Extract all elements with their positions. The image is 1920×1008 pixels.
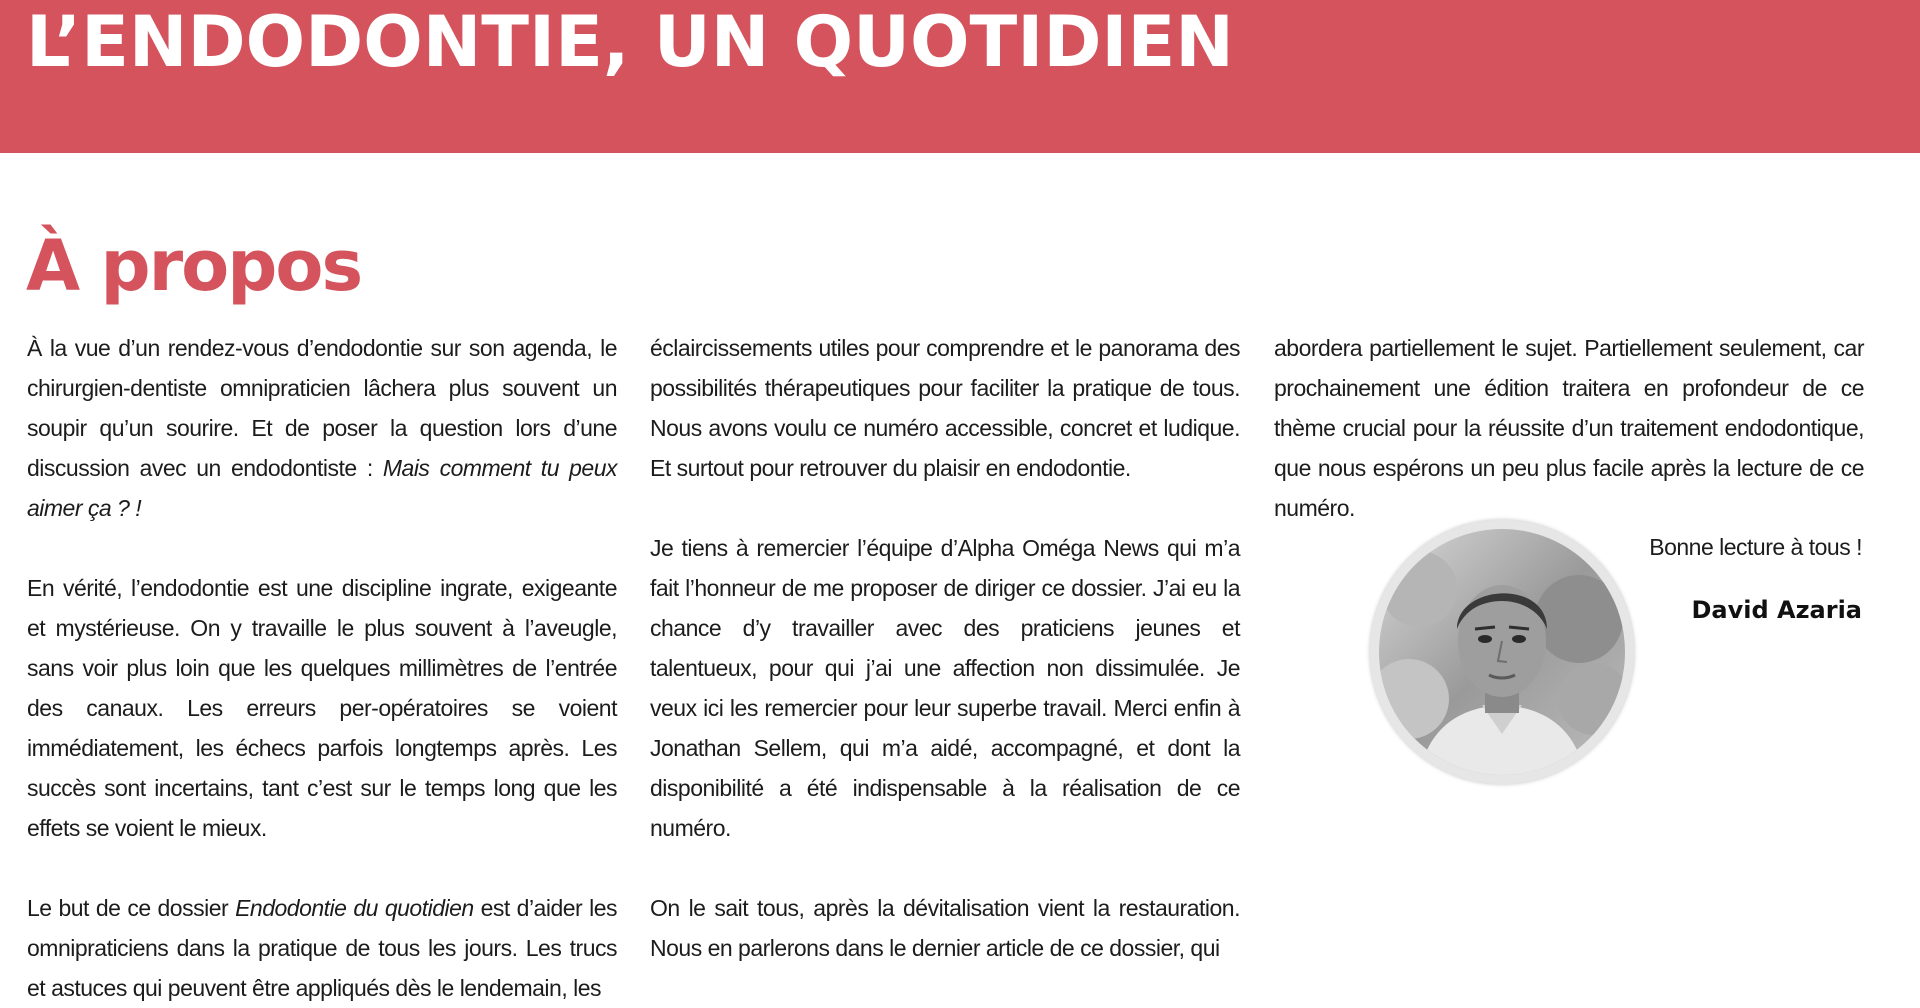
author-portrait [1370, 520, 1634, 784]
paragraph [27, 328, 617, 528]
paragraph-text: est d’aider les omnipraticiens dans la pratique de tous les jours. Les trucs et astuces qui peuvent être appliqués dès le lendemain, les [27, 895, 617, 1001]
closing-line: Bonne lecture à tous ! [1649, 534, 1862, 560]
header-banner [0, 0, 1920, 153]
author-signature: David Azaria [1691, 596, 1862, 624]
paragraph: abordera partiellement le sujet. Partiellement seulement, car prochainement une édition traitera en profondeur de ce thème crucial pour la réussite d’un traitement endodontique, que nous espérons un peu plus facile après la lecture de ce numéro. [1274, 335, 1864, 521]
paragraph: On le sait tous, après la dévitalisation vient la restauration. Nous en parlerons dans le dernier article de ce dossier, qui [650, 895, 1240, 961]
author-photo-icon [1379, 529, 1625, 775]
text-column-1 [27, 328, 617, 1008]
text-column-3 [1274, 328, 1864, 528]
page-title: L’ENDODONTIE, UN QUOTIDIEN [26, 1, 1234, 83]
paragraph: éclaircissements utiles pour comprendre et le panorama des possibilités thérapeutiques pour faciliter la pratique de tous. Nous avons voulu ce numéro accessible, concret et ludique. Et surtout pour retrouver du plaisir en endodontie. [650, 335, 1240, 481]
dossier-title-text: Endodontie du quotidien [235, 895, 474, 921]
paragraph-text: Le but de ce dossier [27, 895, 236, 921]
paragraph [27, 888, 617, 1008]
paragraph: En vérité, l’endodontie est une discipline ingrate, exigeante et mystérieuse. On y travaille le plus souvent à l’aveugle, sans voir plus loin que les quelques millimètres de l’entrée des canaux. Les erreurs per-opératoires se voient immédiatement, les échecs parfois longtemps après. Les succès sont incertains, tant c’est sur le temps long que les effets se voient le mieux. [27, 575, 617, 841]
paragraph: Je tiens à remercier l’équipe d’Alpha Oméga News qui m’a fait l’honneur de me proposer de diriger ce dossier. J’ai eu la chance d’y travailler avec des praticiens jeunes et talentueux, pour qui j’ai une affection non dissimulée. Je veux ici les remercier pour leur superbe travail. Merci enfin à Jonathan Sellem, qui m’a aidé, accompagné, et dont la disponibilité a été indispensable à la réalisation de ce numéro. [650, 535, 1240, 841]
text-column-2 [650, 328, 1240, 968]
section-title: À propos [26, 225, 362, 307]
quote-text: Mais comment tu peux aimer ça ? ! [27, 455, 617, 521]
paragraph-text: À la vue d’un rendez-vous d’endodontie sur son agenda, le chirurgien-dentiste omnipraticien lâchera plus souvent un soupir qu’un sourire. Et de poser la question lors d’une discussion avec un endodontiste : [27, 335, 617, 481]
